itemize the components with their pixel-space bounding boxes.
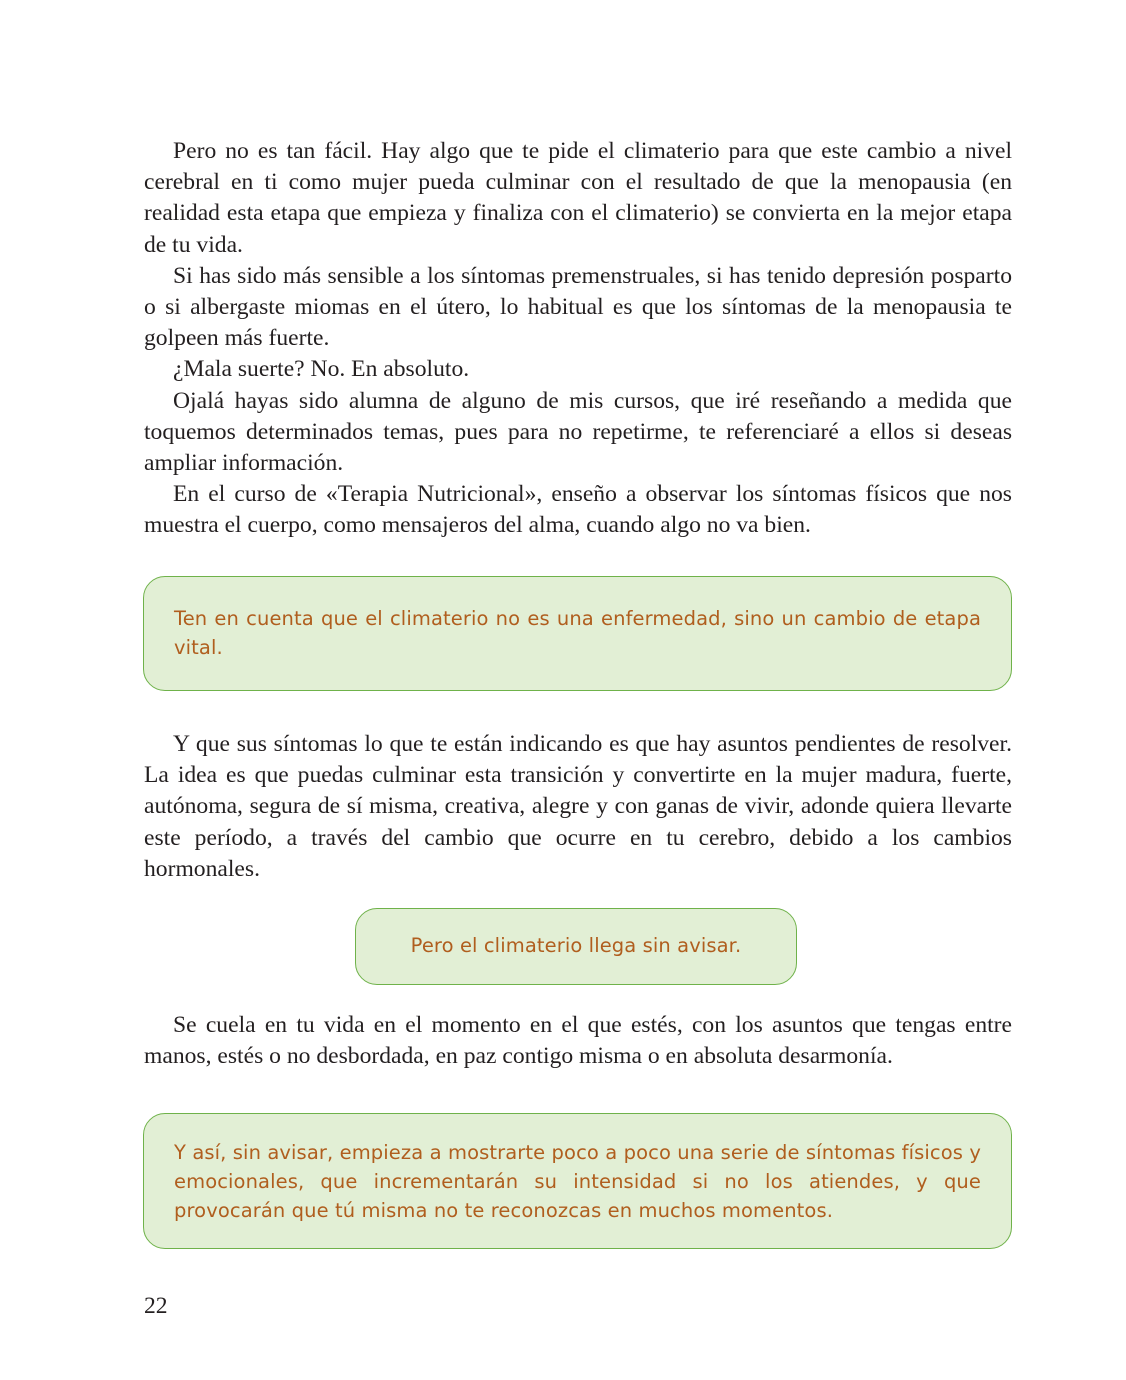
- paragraph: Ojalá hayas sido alumna de alguno de mis cursos, que iré reseñando a medida que toquemos determinados temas, pues para no repetirme, te referenciaré a ellos si deseas ampliar información.: [144, 387, 1012, 477]
- paragraph: Pero no es tan fácil. Hay algo que te pide el climaterio para que este cambio a nivel cerebral en ti como mujer pueda culminar con el resultado de que la menopausia (en realidad esta etapa que empieza y finaliza con el climaterio) se convierta en la mejor etapa de tu vida.: [144, 138, 1012, 258]
- highlight-callout: [143, 576, 1012, 691]
- paragraph: En el curso de «Terapia Nutricional», enseño a observar los síntomas físicos que nos muestra el cuerpo, como mensajeros del alma, cuando algo no va bien.: [144, 481, 1012, 539]
- page-number: 22: [144, 1293, 168, 1319]
- body-text-top: [144, 136, 1012, 542]
- paragraph: Se cuela en tu vida en el momento en el que estés, con los asuntos que tengas entre manos, estés o no desbordada, en paz contigo misma o en absoluta desarmonía.: [144, 1012, 1012, 1070]
- highlight-callout: [355, 908, 797, 985]
- highlight-callout: [143, 1113, 1012, 1249]
- callout-text: Y así, sin avisar, empieza a mostrarte poco a poco una serie de síntomas físicos y emocionales, que incrementarán su intensidad si no los atiendes, y que provocarán que tú misma no te reconozcas en muchos momentos.: [174, 1141, 981, 1222]
- callout-text: Pero el climaterio llega sin avisar.: [410, 934, 742, 957]
- paragraph: Si has sido más sensible a los síntomas premenstruales, si has tenido depresión posparto o si albergaste miomas en el útero, lo habitual es que los síntomas de la menopausia te golpeen más fuerte.: [144, 262, 1012, 352]
- paragraph: Y que sus síntomas lo que te están indicando es que hay asuntos pendientes de resolver. La idea es que puedas culminar esta transición y convertirte en la mujer madura, fuerte, autónoma, segura de sí misma, creativa, alegre y con ganas de vivir, adonde quiera llevarte este período, a través del cambio que ocurre en tu cerebro, debido a los cambios hormonales.: [144, 731, 1012, 882]
- callout-text: Ten en cuenta que el climaterio no es una enfermedad, sino un cambio de etapa vital.: [174, 607, 981, 659]
- paragraph: ¿Mala suerte? No. En absoluto.: [173, 356, 470, 383]
- body-text-middle: [144, 729, 1012, 885]
- body-text-lower: [144, 1010, 1012, 1072]
